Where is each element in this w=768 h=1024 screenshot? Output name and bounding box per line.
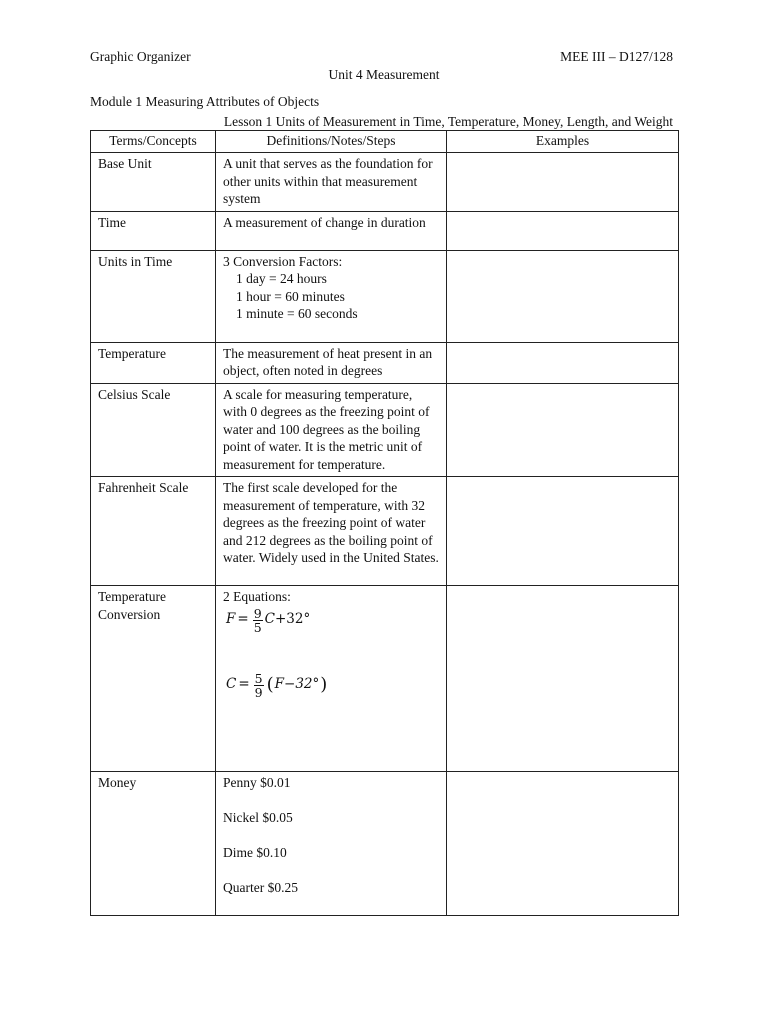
equation-inner: F−32°	[274, 676, 320, 693]
definition-cell	[216, 250, 447, 342]
equation-lhs: F	[226, 611, 236, 628]
coin-value: Nickel $0.05	[223, 810, 293, 825]
column-header-terms: Terms/Concepts	[91, 131, 216, 153]
table-row	[91, 250, 679, 342]
term-cell: Temperature	[91, 342, 216, 383]
column-header-definitions: Definitions/Notes/Steps	[216, 131, 447, 153]
example-cell[interactable]	[447, 250, 679, 342]
definition-cell: The first scale developed for the measurement of temperature, with 32 degrees as the freezing point of water and 212 degrees as the boiling point of water. Widely used in the United States.	[216, 477, 447, 586]
fraction-denominator: 5	[253, 619, 262, 635]
lesson-heading: Lesson 1 Units of Measurement in Time, Temperature, Money, Length, and Weight	[223, 114, 673, 129]
conversion-factor: 1 day = 24 hours	[236, 271, 327, 286]
definition-cell: A measurement of change in duration	[216, 211, 447, 250]
example-cell[interactable]	[447, 211, 679, 250]
equations-title: 2 Equations:	[223, 589, 291, 604]
definition-cell: A scale for measuring temperature, with 0 degrees as the freezing point of water and 100 degrees as the boiling point of water. It is the metric unit of measurement for temperature.	[216, 383, 447, 477]
coin-value: Quarter $0.25	[223, 880, 298, 895]
module-heading: Module 1 Measuring Attributes of Objects	[90, 94, 320, 109]
coin-value: Dime $0.10	[223, 845, 287, 860]
fraction-denominator: 9	[254, 684, 263, 700]
header-left: Graphic Organizer	[90, 49, 191, 64]
table-row	[91, 477, 679, 586]
definition-cell: A unit that serves as the foundation for other units within that measurement system	[216, 153, 447, 212]
definition-cell	[216, 586, 447, 772]
example-cell[interactable]	[447, 586, 679, 772]
table-row	[91, 342, 679, 383]
header-right: MEE III – D127/128	[560, 49, 673, 64]
definition-cell	[216, 772, 447, 916]
equation-fahrenheit: F = $\frac{9}{5}$ C +32°	[226, 605, 311, 635]
coin-value: Penny $0.01	[223, 775, 291, 790]
graphic-organizer-table	[90, 130, 679, 916]
definition-cell: The measurement of heat present in an object, often noted in degrees	[216, 342, 447, 383]
equation-lhs: C	[226, 676, 237, 693]
header-title: Unit 4 Measurement	[328, 67, 440, 82]
conversion-factors-title: 3 Conversion Factors:	[223, 253, 343, 269]
equation-celsius: C = $\frac{5}{9}$ ( F−32° )	[226, 670, 328, 700]
term-cell: Units in Time	[91, 250, 216, 342]
table-header-row	[91, 131, 679, 153]
equation-rest: +32°	[274, 611, 311, 628]
column-header-examples: Examples	[447, 131, 679, 153]
table-row	[91, 153, 679, 212]
example-cell[interactable]	[447, 772, 679, 916]
equation-variable: C	[264, 611, 275, 628]
conversion-factor: 1 hour = 60 minutes	[236, 288, 345, 304]
term-cell: Base Unit	[91, 153, 216, 212]
conversion-factor: 1 minute = 60 seconds	[236, 306, 358, 321]
fraction-numerator: 5	[254, 670, 263, 686]
example-cell[interactable]	[447, 477, 679, 586]
example-cell[interactable]	[447, 342, 679, 383]
fraction	[254, 672, 264, 699]
term-cell: Money	[91, 772, 216, 916]
table-row	[91, 383, 679, 477]
term-cell: Celsius Scale	[91, 383, 216, 477]
example-cell[interactable]	[447, 383, 679, 477]
table-row	[91, 772, 679, 916]
table-row	[91, 586, 679, 772]
term-cell: Fahrenheit Scale	[91, 477, 216, 586]
term-cell: Temperature Conversion	[91, 586, 216, 772]
table-row	[91, 211, 679, 250]
example-cell[interactable]	[447, 153, 679, 212]
fraction	[253, 607, 263, 634]
term-cell: Time	[91, 211, 216, 250]
fraction-numerator: 9	[253, 605, 262, 621]
